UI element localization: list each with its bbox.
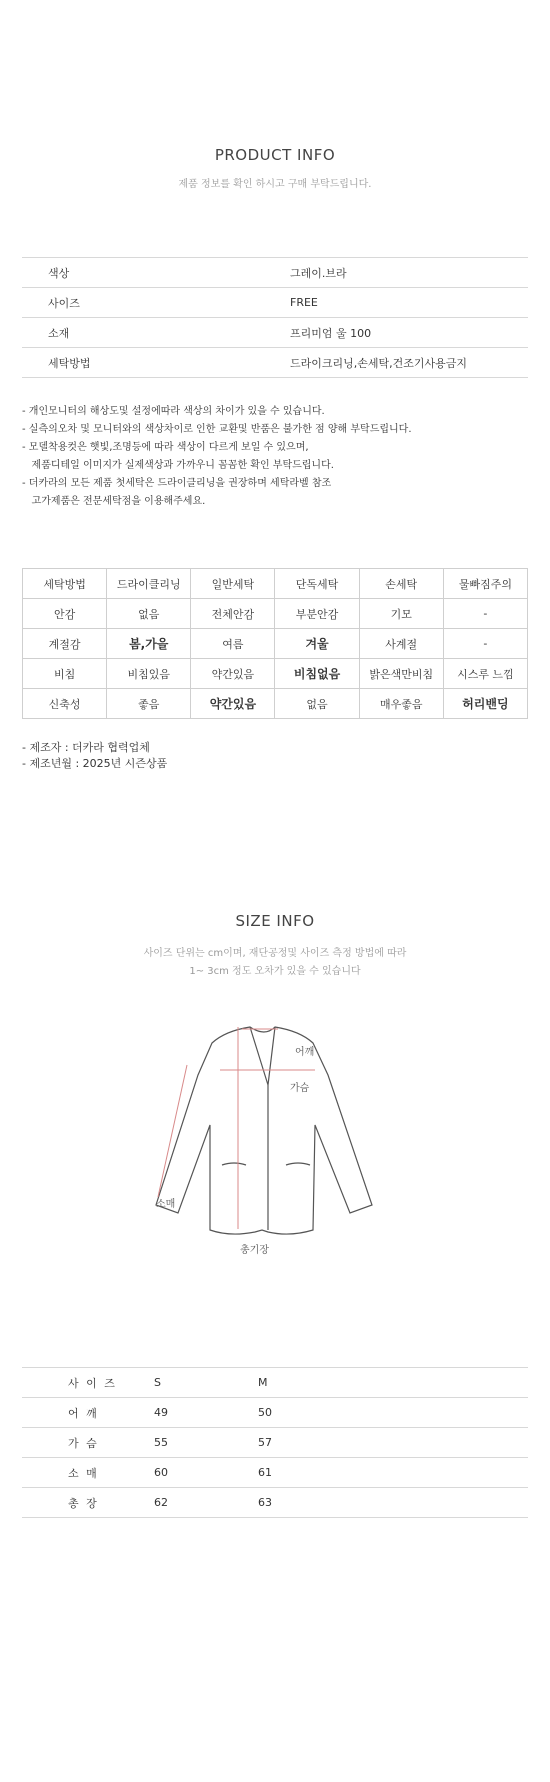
grid-cell: 비침 (23, 659, 107, 689)
grid-cell: 매우좋음 (359, 689, 443, 719)
washing-label: 세탁방법 (22, 348, 290, 378)
grid-cell: 계절감 (23, 629, 107, 659)
coat-size-diagram (150, 1015, 380, 1265)
attribute-grid (22, 568, 528, 719)
grid-cell: 허리밴딩 (443, 689, 527, 719)
grid-cell: 없음 (275, 689, 359, 719)
table-row (22, 348, 528, 378)
material-label: 소재 (22, 318, 290, 348)
product-notes (22, 403, 412, 511)
length-row-label: 총 장 (22, 1488, 154, 1518)
shoulder-row-label: 어 깨 (22, 1398, 154, 1428)
manufacturer-line: - 제조자 : 더카라 협력업체 (22, 741, 150, 754)
chest-label: 가슴 (290, 1083, 310, 1094)
table-row (22, 258, 528, 288)
size-info-subtitle-line1: 사이즈 단위는 cm이며, 재단공정및 사이즈 측정 방법에 따라 (143, 948, 407, 959)
grid-cell: 안감 (23, 599, 107, 629)
size-header-s: S (154, 1368, 258, 1398)
chest-m: 57 (258, 1428, 528, 1458)
size-value: FREE (290, 288, 528, 318)
size-label: 사이즈 (22, 288, 290, 318)
table-row (22, 318, 528, 348)
shoulder-m: 50 (258, 1398, 528, 1428)
length-label: 총기장 (240, 1245, 269, 1256)
grid-cell: 약간있음 (191, 689, 275, 719)
grid-cell: 좋음 (107, 689, 191, 719)
shoulder-label: 어깨 (295, 1047, 315, 1058)
size-info-title: SIZE INFO (235, 912, 315, 930)
grid-cell: 신축성 (23, 689, 107, 719)
grid-cell: 시스루 느낌 (443, 659, 527, 689)
note-item: - 실측의오차 및 모니터와의 색상차이로 인한 교환및 반품은 불가한 점 양해 부탁드립니다. (22, 424, 412, 435)
length-s: 62 (154, 1488, 258, 1518)
grid-cell: 겨울 (275, 629, 359, 659)
grid-cell: 일반세탁 (191, 569, 275, 599)
grid-cell: 봄,가을 (107, 629, 191, 659)
size-table (22, 1367, 528, 1518)
table-row (23, 689, 528, 719)
sleeve-row-label: 소 매 (22, 1458, 154, 1488)
table-row (23, 569, 528, 599)
note-item: - 모델착용컷은 햇빛,조명등에 따라 색상이 다르게 보일 수 있으며, (22, 442, 309, 453)
grid-cell: 여름 (191, 629, 275, 659)
table-row (22, 1428, 528, 1458)
color-label: 색상 (22, 258, 290, 288)
grid-cell: 비침있음 (107, 659, 191, 689)
table-row (23, 629, 528, 659)
manufacture-date-line: - 제조년월 : 2025년 시즌상품 (22, 757, 168, 770)
color-value: 그레이.브라 (290, 258, 528, 288)
chest-s: 55 (154, 1428, 258, 1458)
sleeve-m: 61 (258, 1458, 528, 1488)
table-row (22, 1488, 528, 1518)
table-row (22, 1458, 528, 1488)
grid-cell: 부분안감 (275, 599, 359, 629)
sleeve-label: 소매 (156, 1199, 176, 1210)
grid-cell: 드라이클리닝 (107, 569, 191, 599)
grid-cell: 세탁방법 (23, 569, 107, 599)
material-value: 프리미엄 울 100 (290, 318, 528, 348)
grid-cell: 기모 (359, 599, 443, 629)
grid-cell: 비침없음 (275, 659, 359, 689)
length-m: 63 (258, 1488, 528, 1518)
chest-row-label: 가 슴 (22, 1428, 154, 1458)
grid-cell: 없음 (107, 599, 191, 629)
shoulder-s: 49 (154, 1398, 258, 1428)
note-item: - 개인모니터의 해상도및 설정에따라 색상의 차이가 있을 수 있습니다. (22, 406, 325, 417)
size-header-label: 사 이 즈 (22, 1368, 154, 1398)
grid-cell: 전체안감 (191, 599, 275, 629)
grid-cell: - (443, 629, 527, 659)
table-row (22, 288, 528, 318)
product-info-subtitle: 제품 정보를 확인 하시고 구매 부탁드립니다. (178, 179, 372, 190)
note-item: 고가제품은 전문세탁점을 이용해주세요. (22, 496, 206, 507)
table-row (22, 1368, 528, 1398)
grid-cell: 약간있음 (191, 659, 275, 689)
grid-cell: 물빠짐주의 (443, 569, 527, 599)
sleeve-s: 60 (154, 1458, 258, 1488)
grid-cell: 단독세탁 (275, 569, 359, 599)
product-info-title: PRODUCT INFO (214, 146, 336, 164)
note-item: 제품디테일 이미지가 실제색상과 가까우니 꼼꼼한 확인 부탁드립니다. (22, 460, 334, 471)
product-info-table (22, 257, 528, 378)
grid-cell: 밝은색만비침 (359, 659, 443, 689)
table-row (23, 599, 528, 629)
washing-value: 드라이크리닝,손세탁,건조기사용금지 (290, 348, 528, 378)
grid-cell: 사계절 (359, 629, 443, 659)
manufacturer-info (22, 740, 167, 772)
size-info-subtitle-line2: 1~ 3cm 정도 오차가 있을 수 있습니다 (189, 966, 361, 977)
note-item: - 더카라의 모든 제품 첫세탁은 드라이클리닝을 권장하며 세탁라벨 참조 (22, 478, 332, 489)
size-header-m: M (258, 1368, 528, 1398)
grid-cell: 손세탁 (359, 569, 443, 599)
table-row (22, 1398, 528, 1428)
grid-cell: - (443, 599, 527, 629)
table-row (23, 659, 528, 689)
